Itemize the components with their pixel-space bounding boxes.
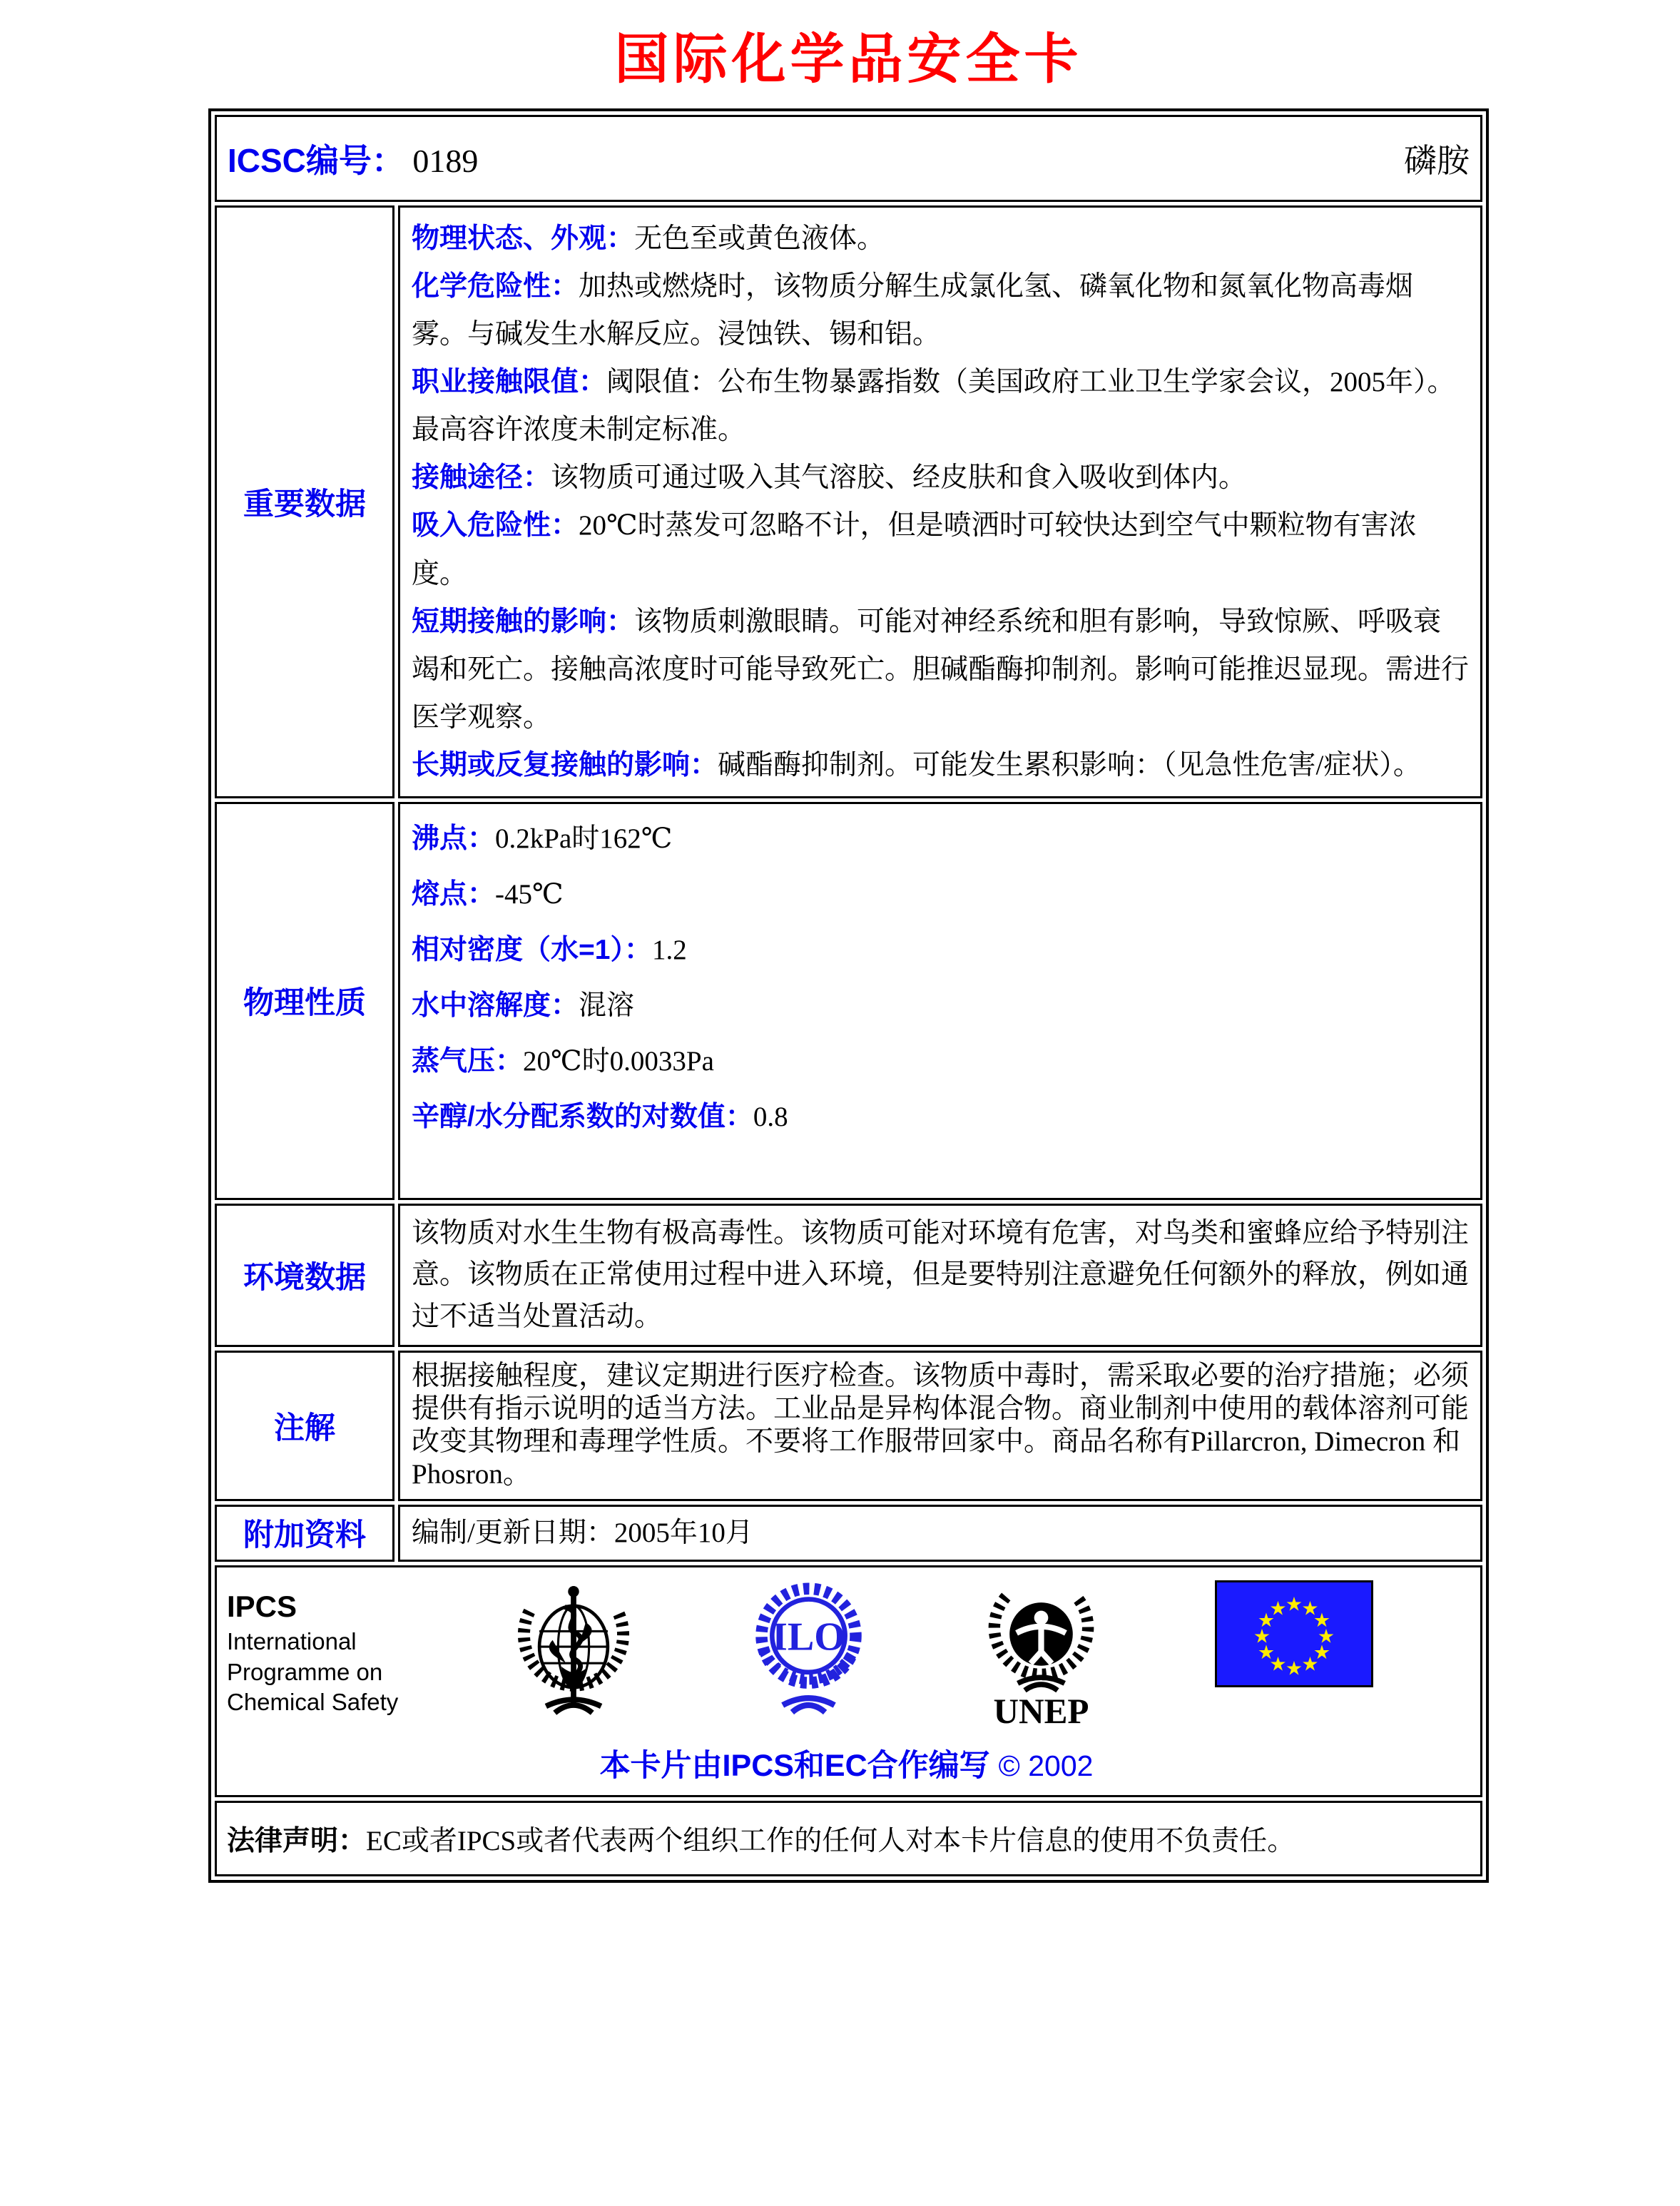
svg-text:★: ★ [1285, 1657, 1303, 1680]
important-item: 化学危险性：加热或燃烧时，该物质分解生成氯化氢、磷氧化物和氮氧化物高毒烟雾。与碱发生水解反应。浸蚀铁、锡和铝。 [412, 271, 1414, 350]
svg-text:UNEP: UNEP [993, 1692, 1089, 1731]
icsc-number-label: ICSC编号： [228, 142, 404, 179]
legal-label: 法律声明： [227, 1826, 367, 1857]
who-logo-icon [513, 1580, 634, 1723]
physical-item: 沸点：0.2kPa时162℃ [412, 823, 673, 854]
section-content-environment [398, 1204, 1482, 1348]
svg-text:ILO: ILO [771, 1615, 845, 1659]
important-item: 吸入危险性：20℃时蒸发可忽略不计，但是喷洒时可较快达到空气中颗粒物有害浓度。 [412, 510, 1417, 589]
ipcs-text-block: IPCS International Programme on Chemical Safety [227, 1580, 398, 1718]
svg-text:★: ★ [1269, 1653, 1287, 1676]
svg-text:★: ★ [1257, 1610, 1276, 1632]
ipcs-acronym: IPCS [227, 1590, 297, 1624]
svg-text:★: ★ [1313, 1642, 1331, 1664]
unep-logo-icon [982, 1580, 1100, 1730]
physical-item: 相对密度（水=1）：1.2 [412, 934, 687, 965]
svg-text:★: ★ [1317, 1625, 1335, 1648]
section-label-important: 重要数据 [215, 205, 394, 798]
important-item: 短期接触的影响：该物质刺激眼睛。可能对神经系统和胆有影响，导致惊厥、呼吸衰竭和死亡。接触高浓度时可能导致死亡。胆碱酯酶抑制剂。影响可能推迟显现。需进行医学观察。 [412, 606, 1470, 733]
page-title: 国际化学品安全卡 [614, 30, 1083, 90]
svg-text:★: ★ [1257, 1642, 1276, 1664]
physical-item: 辛醇/水分配系数的对数值：0.8 [412, 1101, 788, 1132]
credit-text: 本卡片由IPCS和EC合作编写 [599, 1749, 990, 1784]
section-content-important [398, 205, 1482, 798]
logos-row [215, 1565, 1482, 1797]
icsc-card [208, 108, 1489, 1883]
section-label-notes: 注解 [215, 1351, 394, 1500]
svg-text:★: ★ [1301, 1597, 1319, 1620]
header-row [215, 115, 1482, 202]
legal-row [215, 1801, 1482, 1876]
important-item: 职业接触限值：阈限值：公布生物暴露指数（美国政府工业卫生学家会议，2005年）。最高容许浓度未制定标准。 [412, 367, 1455, 446]
svg-text:★: ★ [1301, 1653, 1319, 1676]
notes-text: 根据接触程度，建议定期进行医疗检查。该物质中毒时，需采取必要的治疗措施；必须提供有指示说明的适当方法。工业品是异构体混合物。商业制剂中使用的载体溶剂可能改变其物理和毒理学性质。不要将工作服带回家中。商品名称有Pillarcron, Dimecron 和 Phosron。 [412, 1361, 1470, 1490]
environment-text: 该物质对水生生物有极高毒性。该物质可能对环境有危害，对鸟类和蜜蜂应给予特别注意。该物质在正常使用过程中进入环境，但是要特别注意避免任何额外的释放，例如通过不适当处置活动。 [412, 1217, 1470, 1332]
chemical-name: 磷胺 [1404, 143, 1470, 179]
section-label-physical: 物理性质 [215, 802, 394, 1200]
icsc-table [208, 108, 1489, 1883]
physical-item: 水中溶解度：混溶 [412, 990, 635, 1021]
svg-text:★: ★ [1253, 1625, 1271, 1648]
physical-item: 熔点：-45℃ [412, 878, 564, 910]
important-item: 物理状态、外观：无色至或黄色液体。 [412, 223, 885, 254]
important-item: 长期或反复接触的影响：碱酯酶抑制剂。可能发生累积影响：（见急性危害/症状）。 [412, 749, 1421, 781]
section-content-physical [398, 802, 1482, 1200]
important-item: 接触途径：该物质可通过吸入其气溶胶、经皮肤和食入吸收到体内。 [412, 462, 1247, 494]
physical-item: 蒸气压：20℃时0.0033Pa [412, 1045, 714, 1077]
svg-text:★: ★ [1285, 1593, 1303, 1616]
svg-text:★: ★ [1313, 1610, 1331, 1632]
section-label-environment: 环境数据 [215, 1204, 394, 1348]
section-content-additional [398, 1505, 1482, 1562]
icsc-number-value: 0189 [412, 143, 479, 179]
credit-line [227, 1742, 1466, 1785]
eu-flag-icon [1215, 1580, 1373, 1687]
section-content-notes [398, 1351, 1482, 1500]
svg-text:★: ★ [1269, 1597, 1287, 1620]
ilo-logo-icon [750, 1580, 867, 1719]
legal-text: EC或者IPCS或者代表两个组织工作的任何人对本卡片信息的使用不负责任。 [366, 1826, 1295, 1857]
additional-text: 编制/更新日期：2005年10月 [412, 1517, 753, 1548]
section-label-additional: 附加资料 [215, 1505, 394, 1562]
icsc-number-group [228, 135, 478, 182]
copyright-text: © 2002 [998, 1749, 1094, 1783]
